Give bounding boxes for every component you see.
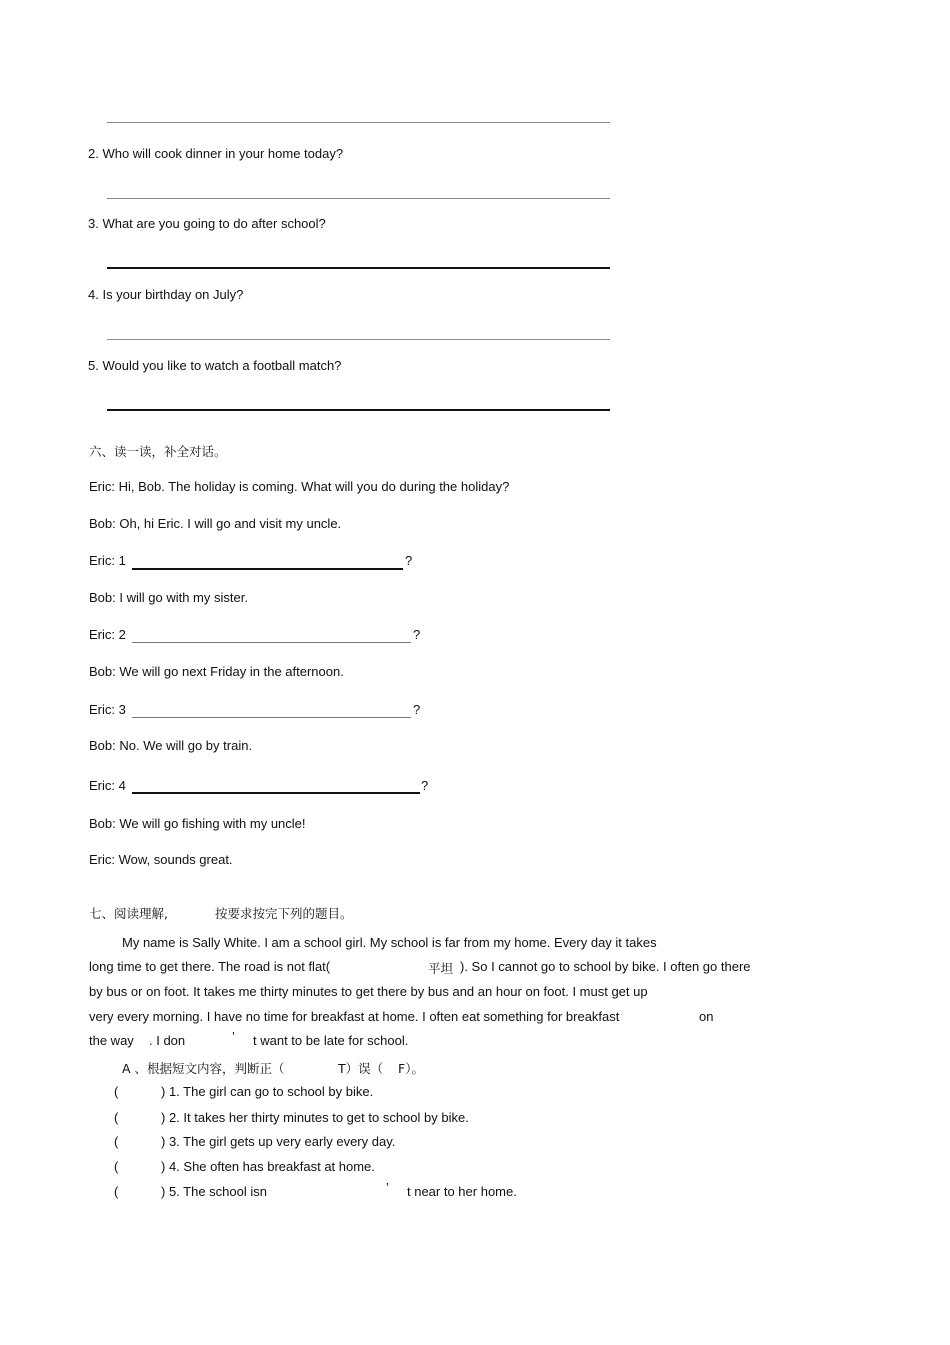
qmark-2: ? — [413, 627, 421, 642]
passage-line-2b: 平坦 — [428, 961, 454, 976]
qmark-1: ? — [405, 553, 413, 568]
passage-line-4a: very every morning. I have no time for breakfast at home. I often eat something for breakfast — [89, 1009, 620, 1024]
passage-line-5d: t want to be late for school. — [253, 1033, 409, 1048]
question-3: 3. What are you going to do after school? — [88, 216, 326, 231]
answer-line-1[interactable] — [107, 122, 610, 123]
question-4: 4. Is your birthday on July? — [88, 287, 244, 302]
dialogue-line-5-label: Eric: 2 — [89, 627, 126, 642]
tf-item-2: ) 2. It takes her thirty minutes to get to school by bike. — [161, 1110, 469, 1125]
section-7-title-a: 七、阅读理解, — [89, 906, 168, 921]
answer-line-4[interactable] — [107, 339, 610, 340]
tf-paren-1[interactable]: ( — [114, 1084, 119, 1099]
part-a-instruction-3: F）。 — [398, 1061, 424, 1076]
answer-line-2[interactable] — [107, 198, 610, 199]
tf-item-3: ) 3. The girl gets up very early every day. — [161, 1134, 396, 1149]
dialogue-line-10: Bob: We will go fishing with my uncle! — [89, 816, 306, 831]
passage-line-3: by bus or on foot. It takes me thirty minutes to get there by bus and an hour on foot. I must get up — [89, 984, 648, 999]
passage-line-2a: long time to get there. The road is not flat( — [89, 959, 331, 974]
blank-2[interactable] — [132, 628, 411, 643]
passage-line-4b: on — [699, 1009, 714, 1024]
dialogue-line-11: Eric: Wow, sounds great. — [89, 852, 233, 867]
part-a-instruction-1: A 、根据短文内容，判断正（ — [122, 1061, 285, 1076]
tf-paren-3[interactable]: ( — [114, 1134, 119, 1149]
passage-line-5b: . I don — [149, 1033, 186, 1048]
tf-paren-2[interactable]: ( — [114, 1110, 119, 1125]
section-7-title-b: 按要求按完下列的题目。 — [215, 906, 353, 921]
tf-paren-4[interactable]: ( — [114, 1159, 119, 1174]
tf-paren-5[interactable]: ( — [114, 1184, 119, 1199]
tf-item-5: ) 5. The school isn — [161, 1184, 267, 1199]
question-2: 2. Who will cook dinner in your home today? — [88, 146, 344, 161]
passage-line-1: My name is Sally White. I am a school girl. My school is far from my home. Every day it takes — [122, 935, 657, 950]
qmark-4: ? — [421, 778, 429, 793]
question-5: 5. Would you like to watch a football match? — [88, 358, 342, 373]
dialogue-line-3-label: Eric: 1 — [89, 553, 126, 568]
passage-line-2c: ). So I cannot go to school by bike. I often go there — [460, 959, 751, 974]
tf-item-4: ) 4. She often has breakfast at home. — [161, 1159, 375, 1174]
dialogue-line-1: Eric: Hi, Bob. The holiday is coming. What will you do during the holiday? — [89, 479, 510, 494]
tf-item-1: ) 1. The girl can go to school by bike. — [161, 1084, 374, 1099]
dialogue-line-9-label: Eric: 4 — [89, 778, 126, 793]
tf-item-5-rest: t near to her home. — [407, 1184, 517, 1199]
passage-line-5a: the way — [89, 1033, 134, 1048]
dialogue-line-2: Bob: Oh, hi Eric. I will go and visit my uncle. — [89, 516, 342, 531]
dialogue-line-7-label: Eric: 3 — [89, 702, 126, 717]
section-6-title: 六、读一读，补全对话。 — [89, 444, 227, 459]
dialogue-line-8: Bob: No. We will go by train. — [89, 738, 253, 753]
dialogue-line-4: Bob: I will go with my sister. — [89, 590, 248, 605]
answer-line-5[interactable] — [107, 409, 610, 411]
passage-line-5c: ’ — [232, 1029, 235, 1044]
blank-1[interactable] — [132, 554, 403, 570]
tf-item-5-apostrophe: ’ — [386, 1180, 389, 1195]
qmark-3: ? — [413, 702, 421, 717]
blank-4[interactable] — [132, 778, 420, 794]
blank-3[interactable] — [132, 703, 411, 718]
part-a-instruction-2: T）误（ — [338, 1061, 384, 1076]
answer-line-3[interactable] — [107, 267, 610, 269]
dialogue-line-6: Bob: We will go next Friday in the afternoon. — [89, 664, 344, 679]
